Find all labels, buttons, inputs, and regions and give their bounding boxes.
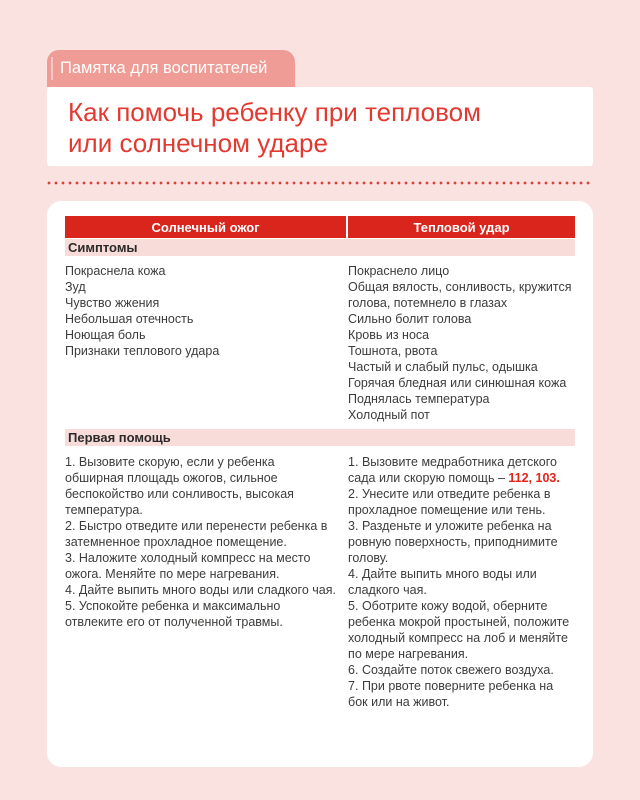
page-title-line-1: Как помочь ребенку при тепловом xyxy=(68,97,481,127)
list-item: Поднялась температура xyxy=(348,392,490,406)
list-item: 3. Разденьте и уложите ребенка на ровную поверхность, приподнимите голову. xyxy=(348,519,558,565)
list-item: 6. Создайте поток свежего воздуха. xyxy=(348,663,554,677)
list-item: 5. Оботрите кожу водой, оберните ребенка мокрой простыней, положите холодный компресс на лоб и меняйте по мере нагревания. xyxy=(348,599,570,661)
list-item: Чувство жжения xyxy=(65,296,160,310)
list-item: Признаки теплового удара xyxy=(65,344,220,358)
audience-tag xyxy=(47,50,295,87)
list-item: Зуд xyxy=(65,280,86,294)
list-item: Холодный пот xyxy=(348,408,430,422)
list-item: Горячая бледная или синюшная кожа xyxy=(348,376,567,390)
list-item: 4. Дайте выпить много воды или сладкого чая. xyxy=(65,583,336,597)
list-item: Небольшая отечность xyxy=(65,312,194,326)
call-medic-text: 1. Вызовите медработника детского сада или скорую помощь – xyxy=(348,455,557,485)
list-item: 2. Унесите или отведите ребенка в прохладное помещение или тень. xyxy=(348,487,551,517)
list-item xyxy=(348,454,575,486)
list-item: Покраснела кожа xyxy=(65,264,166,278)
column-header-sunburn: Солнечный ожог xyxy=(65,216,348,238)
list-item: Тошнота, рвота xyxy=(348,344,438,358)
list-item: Общая вялость, сонливость, кружится голова, потемнело в глазах xyxy=(348,280,572,310)
list-item: Покраснело лицо xyxy=(348,264,450,278)
page-title-line-2: или солнечном ударе xyxy=(68,128,328,158)
section-header-first-aid: Первая помощь xyxy=(65,429,575,446)
list-item: 5. Успокойте ребенка и максимально отвлеките его от полученной травмы. xyxy=(65,599,283,629)
list-item: Сильно болит голова xyxy=(348,312,472,326)
list-item: 1. Вызовите скорую, если у ребенка обширная площадь ожогов, сильное беспокойство или сонливость, высокая температура. xyxy=(65,455,294,517)
list-item: 3. Наложите холодный компресс на место ожога. Меняйте по мере нагревания. xyxy=(65,551,311,581)
symptoms-sunburn-list xyxy=(65,263,348,428)
first-aid-heatstroke-list xyxy=(348,454,575,710)
section-header-symptoms: Симптомы xyxy=(65,239,575,256)
first-aid-sunburn-list xyxy=(65,454,348,710)
list-item: Кровь из носа xyxy=(348,328,430,342)
list-item: 4. Дайте выпить много воды или сладкого чая. xyxy=(348,567,537,597)
tag-accent-line xyxy=(51,57,53,80)
list-item: Частый и слабый пульс, одышка xyxy=(348,360,538,374)
table-header-row xyxy=(65,216,575,238)
symptoms-heatstroke-list xyxy=(348,263,575,428)
list-item: Ноющая боль xyxy=(65,328,146,342)
symptoms-section xyxy=(65,256,575,428)
list-item: 7. При рвоте поверните ребенка на бок или на живот. xyxy=(348,679,554,709)
title-card xyxy=(47,87,593,166)
dotted-divider xyxy=(47,181,592,185)
column-header-heatstroke: Тепловой удар xyxy=(348,216,575,238)
audience-tag-label: Памятка для воспитателей xyxy=(60,59,268,77)
list-item: 2. Быстро отведите или перенести ребенка в затемненное прохладное помещение. xyxy=(65,519,328,549)
content-card xyxy=(47,201,593,767)
first-aid-section xyxy=(65,446,575,710)
emergency-phone-numbers: 112, 103. xyxy=(508,471,560,485)
